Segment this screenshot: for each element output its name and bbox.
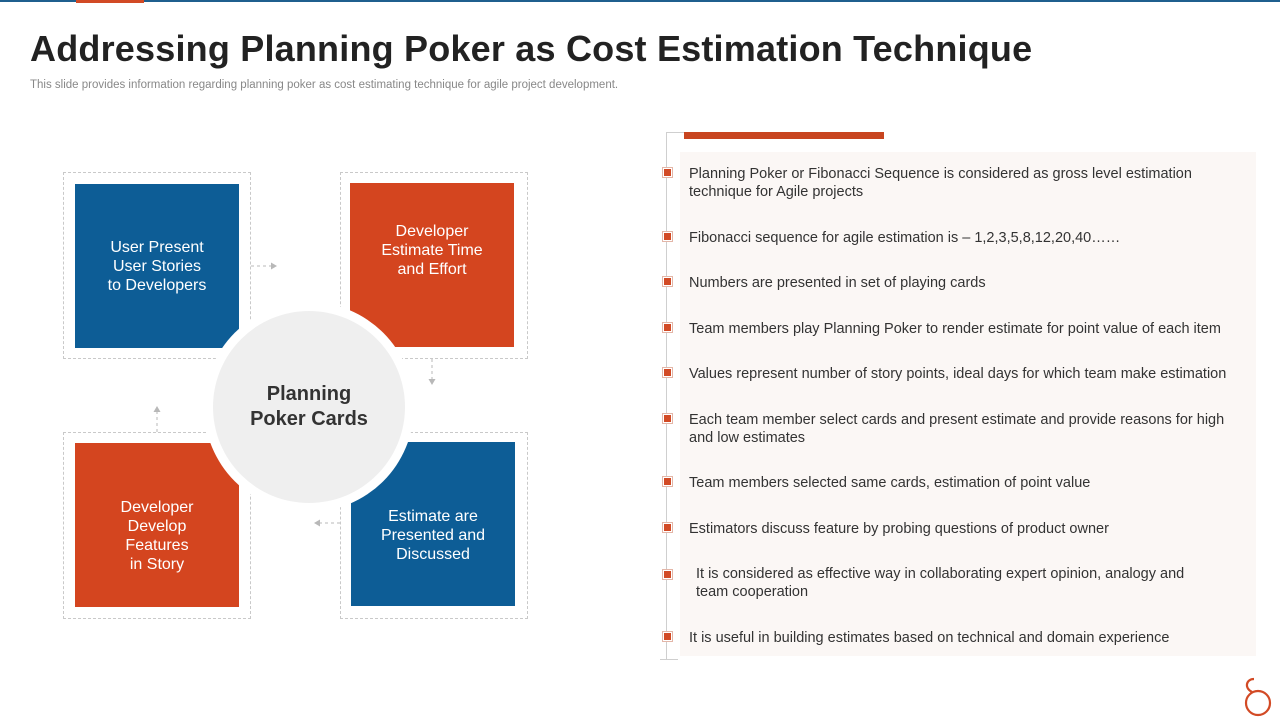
- bullet-icon: [663, 323, 672, 332]
- slide-title: Addressing Planning Poker as Cost Estimation Technique: [30, 28, 1033, 69]
- panel-header-bar: [684, 132, 884, 139]
- brand-logo-icon: [1238, 676, 1276, 718]
- step-card-3-label: Estimate are Presented and Discussed: [380, 507, 486, 563]
- point-text: Estimators discuss feature by probing questions of product owner: [689, 521, 1109, 537]
- step-card-4-label: Developer Develop Features in Story: [120, 499, 194, 573]
- point-text: Values represent number of story points, ideal days for which team make estimation: [689, 366, 1227, 382]
- point-text: Team members selected same cards, estimation of point value: [689, 475, 1091, 491]
- bullet-icon: [663, 632, 672, 641]
- bullet-icon: [663, 570, 672, 579]
- point-text: Each team member select cards and present estimate and provide reasons for high and low estimates: [689, 412, 1225, 446]
- point-text: Team members play Planning Poker to render estimate for point value of each item: [689, 321, 1221, 337]
- timeline-tick-top: [666, 132, 684, 133]
- timeline-tick-bottom: [660, 659, 678, 660]
- step-card-1-label: User Present User Stories to Developers: [107, 238, 207, 294]
- bullet-icon: [663, 523, 672, 532]
- center-circle-label: Planning Poker Cards: [250, 383, 368, 430]
- point-text: Planning Poker or Fibonacci Sequence is considered as gross level estimation technique for Agile projects: [689, 166, 1192, 200]
- point-text: Fibonacci sequence for agile estimation is – 1,2,3,5,8,12,20,40……: [689, 230, 1121, 246]
- bullet-icon: [663, 368, 672, 377]
- point-text: Numbers are presented in set of playing cards: [689, 275, 986, 291]
- bullet-icon: [663, 414, 672, 423]
- bullet-icon: [663, 477, 672, 486]
- slide-subtitle: This slide provides information regarding planning poker as cost estimating technique for agile project development.: [30, 79, 619, 91]
- bullet-icon: [663, 277, 672, 286]
- timeline-line: [666, 132, 667, 660]
- bullet-icon: [663, 168, 672, 177]
- step-card-2-label: Developer Estimate Time and Effort: [381, 222, 483, 278]
- point-text: It is useful in building estimates based on technical and domain experience: [689, 630, 1170, 646]
- bullet-icon: [663, 232, 672, 241]
- point-text: It is considered as effective way in collaborating expert opinion, analogy and team cooperation: [696, 566, 1185, 600]
